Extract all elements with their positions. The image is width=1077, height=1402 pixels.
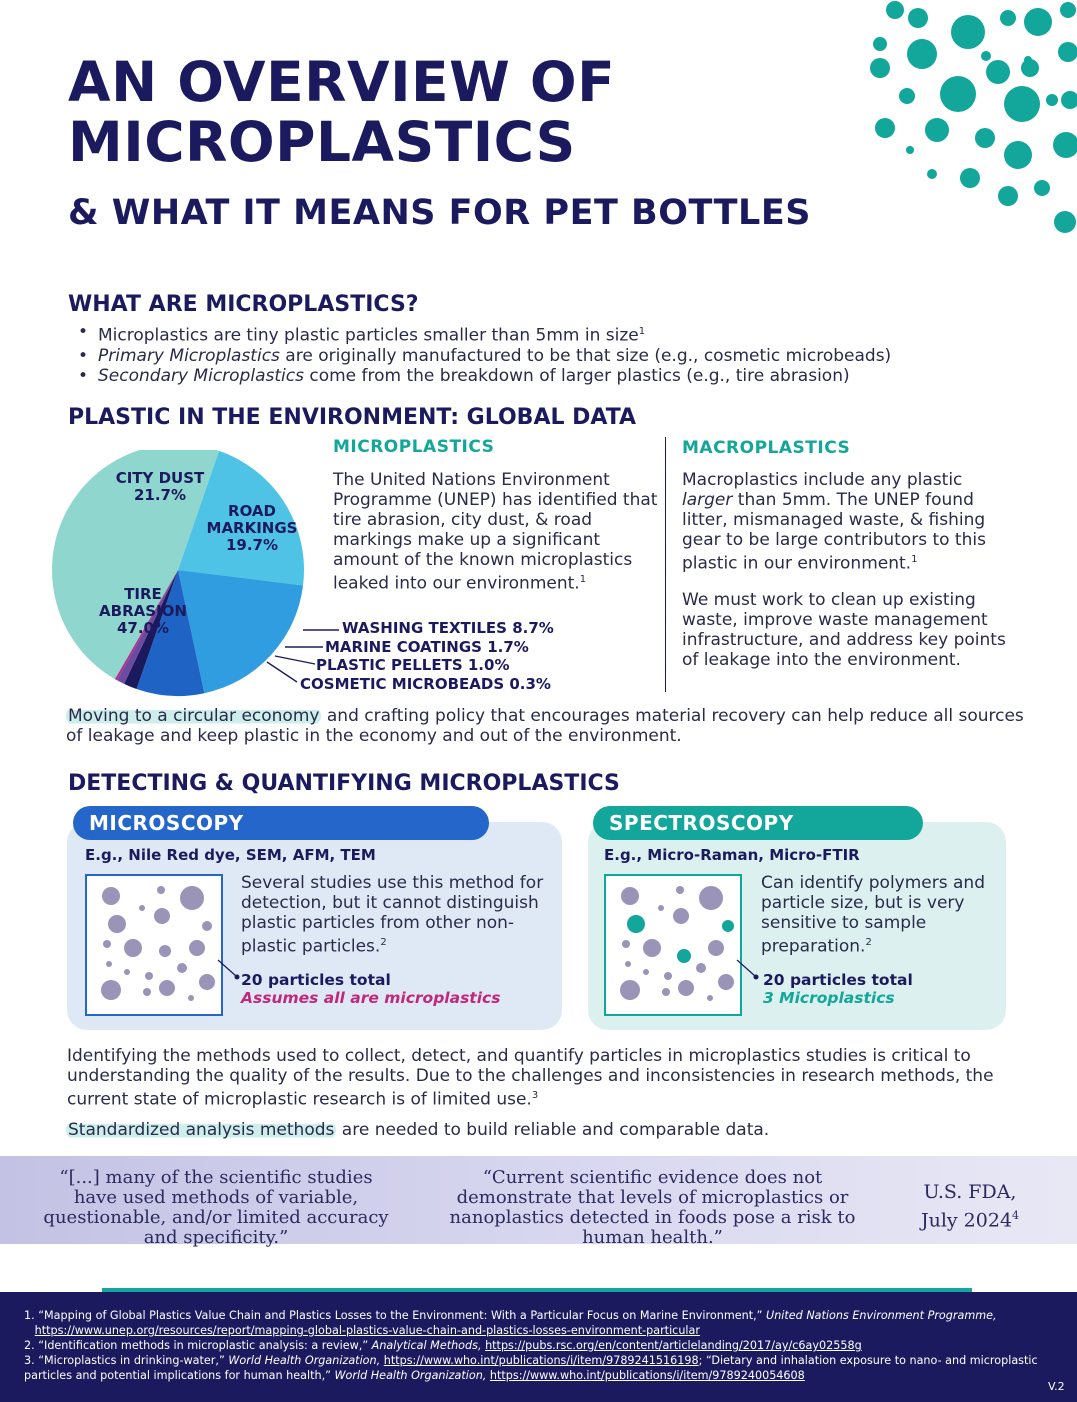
macroplastics-text-1: Macroplastics include any plastic larger than 5mm. The UNEP found litter, mismanaged waste, & fishing gear to be large contributors to this plastic in our environment.$^1$	[682, 470, 986, 574]
macroplastics-text-2: We must work to clean up existing waste, improve waste management infrastructure, and address key points of leakage into the environment.	[682, 590, 1006, 670]
page-title	[68, 52, 615, 172]
quote-source: U.S. FDA, July 2024$^4$	[920, 1181, 1020, 1232]
microplastic-particle	[627, 915, 645, 933]
spectroscopy-particle-box	[604, 874, 742, 1016]
definition-list	[76, 322, 891, 386]
footnote-2: 2. “Identification methods in microplastic analysis: a review,” Analytical Methods, https://pubs.rsc.org/en/content/articlelanding/2017/ay/c6ay02558g	[24, 1339, 862, 1352]
list-item: • Microplastics are tiny plastic particles smaller than 5mm in size$^1$	[76, 322, 891, 346]
legend-cosmetic-microbeads: COSMETIC MICROBEADS 0.3%	[300, 675, 551, 693]
spectroscopy-total: 20 particles total	[763, 971, 913, 989]
microplastic-particle	[677, 949, 691, 963]
microplastic-particle	[722, 920, 734, 932]
microscopy-note: Assumes all are microplastics	[241, 989, 501, 1007]
leader-cosmetic	[267, 662, 297, 682]
footnote-3: 3. “Microplastics in drinking-water,” World Health Organization, https://www.who.int/publications/i/item/9789241516198; “Dietary and inhalation exposure to nano- and microplastic particles and potential implications for human health,” World Health Organization, https://www.who.int/publications/i/item/9789240054608	[24, 1354, 1038, 1382]
footnote-link[interactable]: https://pubs.rsc.org/en/content/articlelanding/2017/ay/c6ay02558g	[485, 1339, 862, 1352]
quote-1: “[...] many of the scientific studies have used methods of variable, questionable, and/or limited accuracy and specificity.”	[43, 1167, 389, 1248]
section-heading-detecting: DETECTING & QUANTIFYING MICROPLASTICS	[68, 771, 620, 796]
spectroscopy-text: Can identify polymers and particle size, but is very sensitive to sample preparation.$^2$	[761, 873, 985, 957]
list-item: • Primary Microplastics are originally manufactured to be that size (e.g., cosmetic microbeads)	[76, 346, 891, 366]
pie-label-tire-abrasion: TIRE ABRASION 47.0%	[99, 585, 187, 637]
footnote-1: 1. “Mapping of Global Plastics Value Chain and Plastics Losses to the Environment: With a Particular Focus on Marine Environment,” United Nations Environment Programme, https://www.unep.org/resources/report/mapping-global-plastics-value-chain-and-plastics-losses-environment-particular	[24, 1309, 997, 1337]
spectroscopy-pointer	[733, 956, 763, 982]
microplastics-text: The United Nations Environment Programme (UNEP) has identified that tire abrasion, city dust, & road markings make up a significant amount of the known microplastics leaked into our environment.$^1$	[333, 470, 658, 594]
microplastics-heading: MICROPLASTICS	[333, 437, 495, 457]
version-label: V.2	[1048, 1380, 1065, 1393]
footnotes	[24, 1308, 1054, 1383]
standardized-methods-text: Standardized analysis methods are needed to build reliable and comparable data.	[68, 1120, 770, 1140]
footnote-link[interactable]: https://www.who.int/publications/i/item/9789241516198	[383, 1354, 699, 1367]
legend-marine-coatings: MARINE COATINGS 1.7%	[325, 638, 529, 656]
microscopy-particles	[87, 876, 221, 1014]
spectroscopy-note: 3 Microplastics	[763, 989, 895, 1007]
microscopy-particle-box	[85, 874, 223, 1016]
decorative-dots	[860, 0, 1077, 240]
pie-label-city-dust: CITY DUST 21.7%	[115, 469, 205, 504]
title-line-2: MICROPLASTICS	[68, 110, 576, 174]
spectroscopy-examples: E.g., Micro-Raman, Micro-FTIR	[604, 846, 860, 864]
footnote-link[interactable]: https://www.who.int/publications/i/item/9789240054608	[489, 1369, 805, 1382]
quote-2: “Current scientific evidence does not demonstrate that levels of microplastics or nanoplastics detected in foods pose a risk to human health.”	[449, 1167, 856, 1248]
section-heading-environment: PLASTIC IN THE ENVIRONMENT: GLOBAL DATA	[68, 405, 637, 430]
footnote-link[interactable]: https://www.unep.org/resources/report/mapping-global-plastics-value-chain-and-plastics-losses-environment-particular	[34, 1324, 700, 1337]
column-divider	[665, 437, 666, 692]
page-subtitle: & WHAT IT MEANS FOR PET BOTTLES	[68, 193, 811, 233]
research-quality-text: Identifying the methods used to collect, detect, and quantify particles in microplastics studies is critical to understanding the quality of the results. Due to the challenges and inconsistencies in research methods, the current state of microplastic research is of limited use.$^3$	[67, 1046, 994, 1110]
microscopy-text: Several studies use this method for detection, but it cannot distinguish plastic particles from other non-plastic particles.$^2$	[241, 873, 544, 957]
microscopy-pill: MICROSCOPY	[73, 806, 489, 840]
macroplastics-heading: MACROPLASTICS	[682, 438, 851, 458]
spectroscopy-particles	[606, 876, 740, 1014]
circular-economy-text: Moving to a circular economy and crafting policy that encourages material recovery can help reduce all sources of leakage and keep plastic in the economy and out of the environment.	[66, 706, 1024, 746]
microscopy-examples: E.g., Nile Red dye, SEM, AFM, TEM	[85, 846, 376, 864]
legend-plastic-pellets: PLASTIC PELLETS 1.0%	[316, 656, 510, 674]
microscopy-total: 20 particles total	[241, 971, 391, 989]
spectroscopy-pill: SPECTROSCOPY	[593, 806, 923, 840]
title-line-1: AN OVERVIEW OF	[68, 50, 616, 114]
leader-pellets	[275, 656, 315, 664]
list-item: • Secondary Microplastics come from the breakdown of larger plastics (e.g., tire abrasion)	[76, 366, 891, 386]
microscopy-pointer	[214, 956, 244, 982]
legend-washing-textiles: WASHING TEXTILES 8.7%	[342, 619, 554, 637]
section-heading-what: WHAT ARE MICROPLASTICS?	[68, 292, 419, 317]
pie-label-road-markings: ROAD MARKINGS 19.7%	[206, 502, 298, 554]
